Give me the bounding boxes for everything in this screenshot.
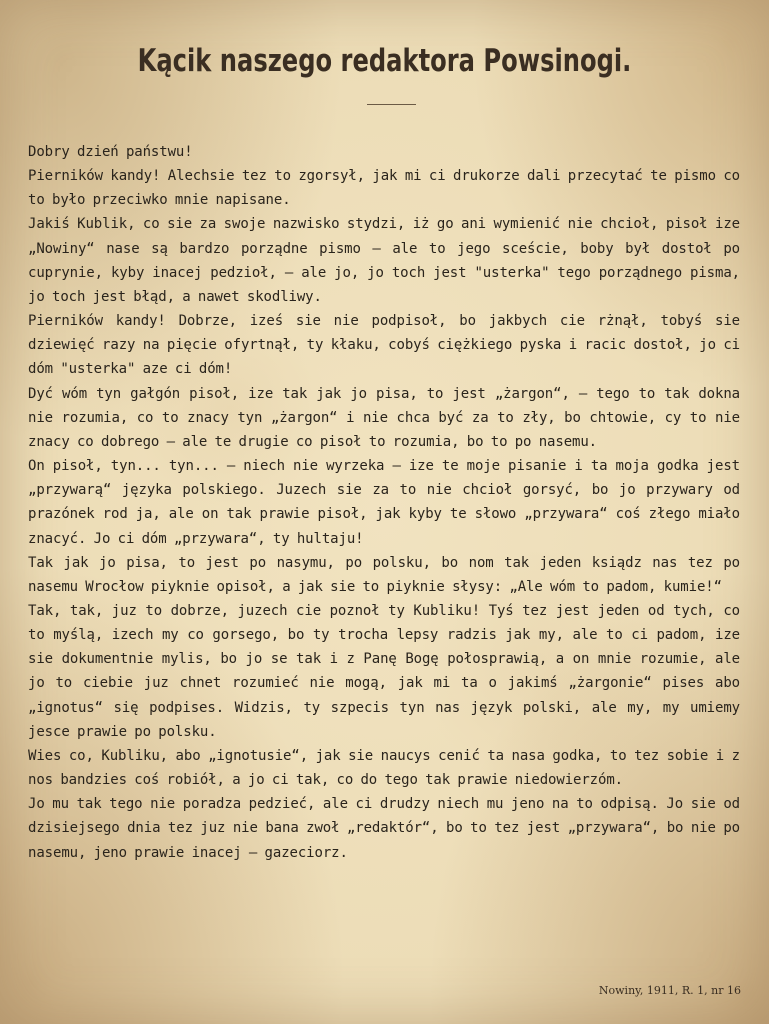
paragraph: Dyć wóm tyn gałgón pisoł, ize tak jak jo pisa, to jest „żargon“, — tego to tak dokna nie rozumia, co to znacy tyn „żargon“ i nie chca być za to zły, bo chtowie, cy to nie znacy co dobrego — ale te drugie co pisoł to rozumia, bo to po nasemu. bbox=[28, 385, 740, 450]
paragraph: Jo mu tak tego nie poradza pedzieć, ale ci drudzy niech mu jeno na to odpisą. Jo sie od dzisiejsego dnia tez juz nie bana zwoł „redaktór“, bo to tez jest „przywara“, bo nie po nasemu, jeno prawie inacej — gazeciorz. bbox=[28, 796, 740, 861]
source-citation: Nowiny, 1911, R. 1, nr 16 bbox=[598, 984, 741, 997]
paragraph: Tak, tak, juz to dobrze, juzech cie poznoł ty Kubliku! Tyś tez jest jeden od tych, co to myślą, izech my co gorsego, bo ty trocha lepsy radzis jak my, ale to ci padom, ize sie dokumentnie mylis, bo jo se tak i z Panę Bogę połosprawią, a on mnie rozumie, ale jo to ciebie juz chnet rozumieć nie mogą, jak mi ta o jakimś „żargonie“ pises abo „ignotus“ się podpises. Widzis, ty szpecis tyn nas język polski, ale my, my umiemy jesce prawie po polsku. bbox=[28, 602, 740, 740]
title-divider bbox=[367, 104, 416, 105]
paragraph-greeting: Dobry dzień państwu! bbox=[28, 144, 193, 160]
paragraph: On pisoł, tyn... tyn... — niech nie wyrzeka — ize te moje pisanie i ta moja godka jest „przywarą“ języka polskiego. Juzech sie za to nie chcioł gorsyć, bo jo przywary od prazónek rod ja, ale on tak prawie pisoł, jak kyby te słowo „przywara“ coś złego miało znacyć. Jo ci dóm „przywara“, ty hultaju! bbox=[28, 458, 740, 547]
paragraph: Wies co, Kubliku, abo „ignotusie“, jak sie naucys cenić ta nasa godka, to tez sobie i z nos bandzies coś robiół, a jo ci tak, co do tego tak prawie niedowierzóm. bbox=[28, 747, 740, 789]
paragraph: Pierników kandy! Dobrze, iześ sie nie podpisoł, bo jakbych cie rżnął, tobyś sie dziewięć razy na pięcie ofyrtnął, ty kłaku, cobyś ciężkiego pyska i racic dostoł, jo ci dóm "usterka" aze ci dóm! bbox=[28, 313, 740, 378]
article-body bbox=[28, 140, 740, 865]
paragraph: Jakiś Kublik, co sie za swoje nazwisko stydzi, iż go ani wymienić nie chcioł, pisoł ize „Nowiny“ nase są bardzo porządne pismo — ale to jego sceście, boby był dostoł po cuprynie, kyby inacej pedzioł, — ale jo, jo toch jest "usterka" tego porządnego pisma, jo toch jest błąd, a nawet skodliwy. bbox=[28, 216, 740, 305]
paragraph: Pierników kandy! Alechsie tez to zgorsył, jak mi ci drukorze dali przecytać te pismo co to było przeciwko mnie napisane. bbox=[28, 168, 740, 209]
paragraph: Tak jak jo pisa, to jest po nasymu, po polsku, bo nom tak jeden ksiądz nas tez po nasemu Wrocłow piyknie opisoł, a jak sie to piyknie słysy: „Ale wóm to padom, kumie!“ bbox=[28, 554, 740, 595]
article-title: Kącik naszego redaktora Powsinogi. bbox=[137, 43, 632, 79]
